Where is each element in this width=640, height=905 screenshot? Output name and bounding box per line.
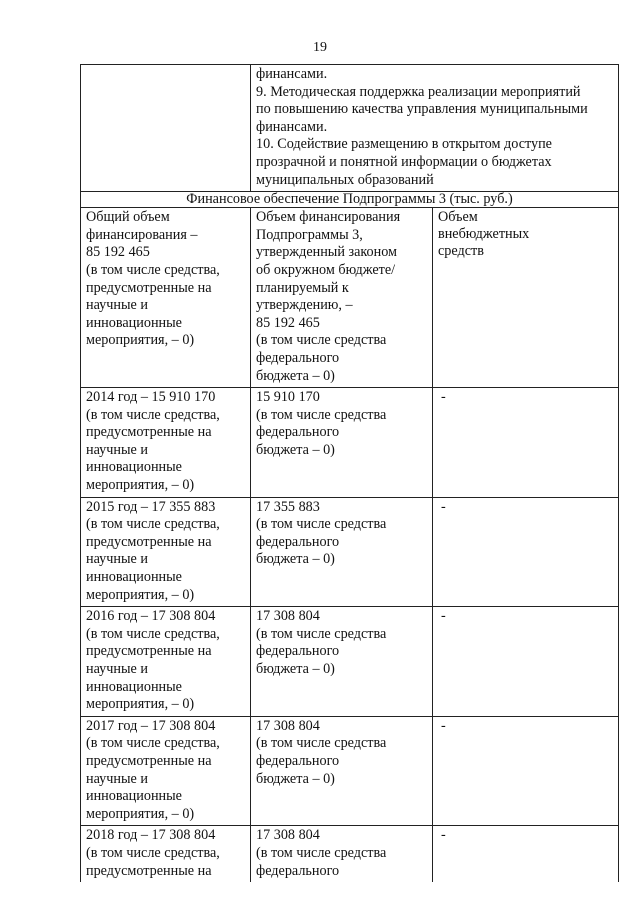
year-budget-line: (в том числе средства — [256, 735, 387, 752]
header-budget-line: планируемый к — [256, 279, 349, 296]
year-total-line: мероприятия, – 0) — [86, 586, 195, 603]
year-extra-cell — [433, 607, 619, 717]
header-extra-line: внебюджетных — [438, 226, 530, 243]
financing-year-row — [81, 716, 619, 826]
year-extra-cell — [433, 826, 619, 882]
year-budget-line: (в том числе средства — [256, 516, 387, 533]
year-total-line: научные и — [86, 441, 148, 458]
year-total-line: предусмотренные на — [86, 533, 212, 550]
header-budget-line: бюджета – 0) — [256, 367, 335, 384]
header-extra-line: средств — [438, 243, 484, 260]
header-total-line: (в том числе средства, — [86, 261, 220, 278]
year-total-line: научные и — [86, 661, 148, 677]
year-total-cell — [81, 607, 251, 717]
year-budget-line: федерального — [256, 752, 340, 769]
year-total-cell — [81, 388, 251, 498]
page-number: 19 — [313, 40, 327, 55]
year-budget-line: 17 308 804 — [256, 827, 320, 844]
year-total-cell — [81, 497, 251, 607]
header-total-line: научные и — [86, 297, 148, 314]
year-budget-cell — [251, 607, 433, 717]
year-total-line: (в том числе средства, — [86, 625, 220, 642]
year-total-line: 2017 год – 17 308 804 — [86, 717, 216, 734]
year-budget-cell — [251, 826, 433, 882]
year-total-line: (в том числе средства, — [86, 844, 220, 861]
year-extra-value: - — [441, 717, 446, 734]
goals-text-cell — [251, 65, 619, 192]
header-extra-line: Объем — [438, 209, 478, 226]
header-budget-line: утвержденный законом — [256, 244, 398, 261]
year-extra-value: - — [441, 389, 446, 406]
header-budget-line: утверждению, – — [256, 297, 353, 314]
year-total-line: инновационные — [86, 569, 182, 586]
year-total-line: инновационные — [86, 678, 182, 695]
year-total-line: предусмотренные на — [86, 862, 212, 879]
year-total-line: инновационные — [86, 459, 182, 476]
year-budget-line: бюджета – 0) — [256, 441, 335, 458]
goals-continuation-row — [81, 65, 619, 192]
year-total-line: научные и — [86, 770, 148, 787]
year-total-cell — [81, 716, 251, 826]
year-budget-line: федерального — [256, 533, 340, 550]
header-budget-line: Объем финансирования — [256, 209, 401, 226]
year-total-line: мероприятия, – 0) — [86, 805, 195, 822]
header-budget-line: Подпрограммы 3, — [256, 226, 363, 243]
passport-table — [80, 64, 619, 882]
goals-line: муниципальных образований — [256, 171, 434, 188]
year-budget-line: 17 308 804 — [256, 608, 320, 625]
year-extra-value: - — [441, 608, 446, 625]
year-budget-line: 17 308 804 — [256, 717, 320, 734]
header-total-line: Общий объем — [86, 209, 170, 226]
year-extra-cell — [433, 388, 619, 498]
financing-header-row — [81, 208, 619, 388]
financing-year-row — [81, 497, 619, 607]
year-total-line: (в том числе средства, — [86, 406, 220, 423]
year-total-line: 2015 год – 17 355 883 — [86, 498, 216, 515]
year-extra-value: - — [441, 827, 446, 844]
year-total-line: 2018 год – 17 308 804 — [86, 827, 216, 844]
header-total-line: финансирования – — [86, 226, 198, 243]
header-budget-line: (в том числе средства — [256, 332, 387, 349]
year-budget-line: (в том числе средства — [256, 406, 387, 423]
header-budget-line: об окружном бюджете/ — [256, 261, 396, 278]
goals-line: финансами. — [256, 66, 328, 82]
financing-section-title: Финансовое обеспечение Подпрограммы 3 (тыс. руб.) — [81, 192, 619, 208]
year-extra-cell — [433, 497, 619, 607]
year-total-line: инновационные — [86, 788, 182, 805]
year-budget-line: бюджета – 0) — [256, 661, 335, 677]
year-budget-cell — [251, 388, 433, 498]
goals-line: по повышению качества управления муниципальными — [256, 101, 588, 118]
header-total-line: предусмотренные на — [86, 279, 212, 296]
financing-year-row — [81, 388, 619, 498]
year-total-line: научные и — [86, 551, 148, 568]
goals-line: 9. Методическая поддержка реализации мероприятий — [256, 83, 581, 100]
header-total-line: 85 192 465 — [86, 244, 150, 261]
year-budget-cell — [251, 497, 433, 607]
year-total-line: 2014 год – 15 910 170 — [86, 389, 216, 406]
header-budget-line: 85 192 465 — [256, 314, 320, 331]
goals-line: финансами. — [256, 118, 328, 135]
year-budget-line: 15 910 170 — [256, 389, 320, 406]
year-extra-value: - — [441, 498, 446, 515]
header-total-cell — [81, 208, 251, 388]
year-budget-line: 17 355 883 — [256, 498, 320, 515]
year-budget-line: бюджета – 0) — [256, 770, 335, 787]
header-extra-cell — [433, 208, 619, 388]
year-budget-line: бюджета – 0) — [256, 551, 335, 568]
financing-title-row — [81, 192, 619, 208]
year-budget-line: федерального — [256, 643, 340, 660]
year-total-line: предусмотренные на — [86, 424, 212, 441]
goals-line: прозрачной и понятной информации о бюджетах — [256, 153, 552, 170]
year-total-line: мероприятия, – 0) — [86, 696, 195, 713]
header-total-line: инновационные — [86, 314, 182, 331]
financing-year-row — [81, 607, 619, 717]
year-budget-line: (в том числе средства — [256, 625, 387, 642]
year-total-line: мероприятия, – 0) — [86, 477, 195, 494]
year-budget-line: федерального — [256, 424, 340, 441]
year-total-line: (в том числе средства, — [86, 735, 220, 752]
year-total-line: предусмотренные на — [86, 643, 212, 660]
financing-year-row — [81, 826, 619, 882]
header-total-line: мероприятия, – 0) — [86, 332, 195, 349]
year-total-line: предусмотренные на — [86, 752, 212, 769]
year-total-line: (в том числе средства, — [86, 516, 220, 533]
goals-label-cell — [81, 65, 251, 192]
year-budget-line: (в том числе средства — [256, 844, 387, 861]
goals-line: 10. Содействие размещению в открытом доступе — [256, 136, 552, 153]
year-total-cell — [81, 826, 251, 882]
year-total-line: 2016 год – 17 308 804 — [86, 608, 216, 625]
year-budget-cell — [251, 716, 433, 826]
header-budget-cell — [251, 208, 433, 388]
year-budget-line: федерального — [256, 862, 340, 879]
year-extra-cell — [433, 716, 619, 826]
header-budget-line: федерального — [256, 349, 340, 366]
